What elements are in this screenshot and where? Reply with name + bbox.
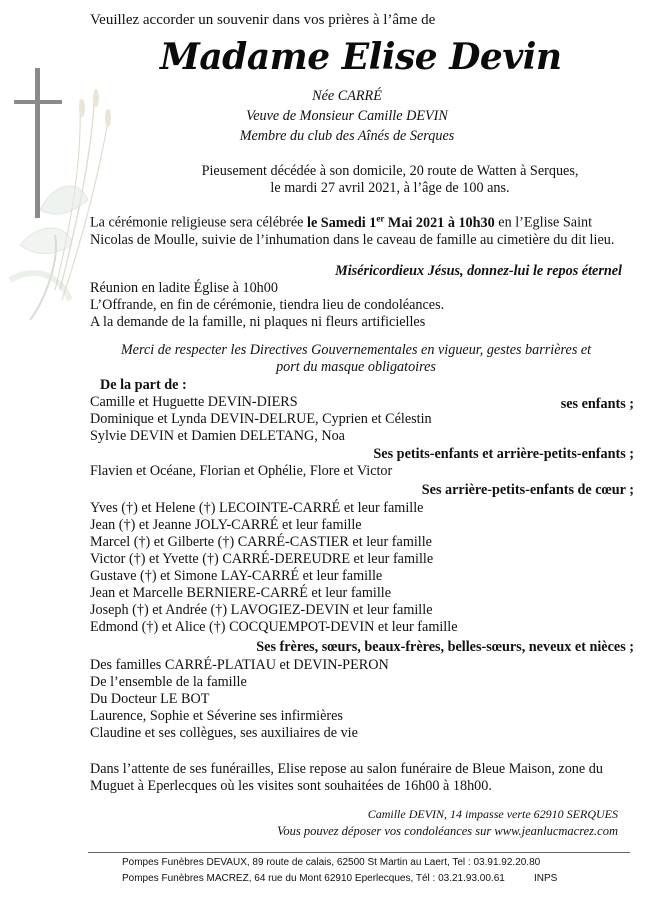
footer-divider <box>88 852 630 853</box>
directives-line-1: Merci de respecter les Directives Gouvernementales en vigueur, gestes barrières et <box>120 342 592 358</box>
petits-enfants-label: Ses petits-enfants et arrière-petits-enfants ; <box>373 446 634 462</box>
ceremonie-paragraph <box>90 210 630 249</box>
reunion-line-2: L’Offrande, en fin de cérémonie, tiendra lieu de condoléances. <box>90 297 445 313</box>
veuve-line: Veuve de Monsieur Camille DEVIN <box>246 108 448 124</box>
reunion-line-1: Réunion en ladite Église à 10h00 <box>90 280 278 296</box>
autre-line: Laurence, Sophie et Séverine ses infirmières <box>90 708 343 724</box>
frere-line: Jean (†) et Jeanne JOLY-CARRÉ et leur famille <box>90 517 362 533</box>
coeur-label: Ses arrière-petits-enfants de cœur ; <box>421 482 634 498</box>
frere-line: Joseph (†) et Andrée (†) LAVOGIEZ-DEVIN et leur famille <box>90 602 433 618</box>
footer-code: INPS <box>534 873 558 884</box>
petits-enfants-line: Flavien et Océane, Florian et Ophélie, Flore et Victor <box>90 463 393 479</box>
attente-paragraph: Dans l’attente de ses funérailles, Elise repose au salon funéraire de Bleue Maison, zone du Muguet à Eperlecques où les visites sont souhaitées de 16h00 à 18h00. <box>90 761 603 794</box>
enfant-line: Dominique et Lynda DEVIN-DELRUE, Cyprien et Célestin <box>90 411 432 427</box>
frere-line: Yves (†) et Helene (†) LECOINTE-CARRÉ et leur famille <box>90 500 424 516</box>
ceremonie-text-a: La cérémonie religieuse sera célébrée <box>90 214 308 231</box>
autre-line: Des familles CARRÉ-PLATIAU et DEVIN-PERON <box>90 657 389 673</box>
frere-line: Marcel (†) et Gilberte (†) CARRÉ-CASTIER et leur famille <box>90 534 432 550</box>
condoleances-link[interactable]: Vous pouvez déposer vos condoléances sur www.jeanlucmacrez.com <box>277 824 618 838</box>
footer-line-2: Pompes Funèbres MACREZ, 64 rue du Mont 62910 Eperlecques, Tél : 03.21.93.00.61 <box>122 873 505 884</box>
reunion-line-3: A la demande de la famille, ni plaques ni fleurs artificielles <box>90 314 426 330</box>
deces-line-2: le mardi 27 avril 2021, à l’âge de 100 ans. <box>270 180 510 196</box>
freres-label: Ses frères, sœurs, beaux-frères, belles-sœurs, neveux et nièces ; <box>256 639 634 655</box>
footer-line-1: Pompes Funèbres DEVAUX, 89 route de calais, 62500 St Martin au Laert, Tel : 03.91.92.20.80 <box>122 857 541 868</box>
enfants-label: ses enfants ; <box>560 396 634 412</box>
autre-line: De l’ensemble de la famille <box>90 674 247 690</box>
contact-address: Camille DEVIN, 14 impasse verte 62910 SERQUES <box>367 807 618 821</box>
frere-line: Victor (†) et Yvette (†) CARRÉ-DEREUDRE et leur famille <box>90 551 434 567</box>
frere-line: Edmond (†) et Alice (†) COCQUEMPOT-DEVIN et leur famille <box>90 619 458 635</box>
directives-line-2: port du masque obligatoires <box>276 359 436 375</box>
enfant-line: Camille et Huguette DEVIN-DIERS <box>90 394 298 410</box>
ceremonie-date: le Samedi 1 <box>307 214 377 231</box>
priere-line: Miséricordieux Jésus, donnez-lui le repos éternel <box>335 263 622 279</box>
autre-line: Du Docteur LE BOT <box>90 691 210 707</box>
enfant-line: Sylvie DEVIN et Damien DELETANG, Noa <box>90 428 345 444</box>
ceremonie-text-d: en l’Eglise Saint Nicolas de Moulle, suivie de l’inhumation dans le caveau de famille au cimetière du dit lieu. <box>90 214 615 248</box>
autre-line: Claudine et ses collègues, ses auxiliaires de vie <box>90 725 358 741</box>
intro-line: Veuillez accorder un souvenir dans vos prières à l’âme de <box>90 12 436 28</box>
deces-line-1: Pieusement décédée à son domicile, 20 route de Watten à Serques, <box>201 163 579 179</box>
ceremonie-date-time: Mai 2021 à 10h30 <box>384 214 495 231</box>
ceremonie-sup: er <box>376 213 385 223</box>
deceased-name: Madame Elise Devin <box>160 36 562 78</box>
frere-line: Jean et Marcelle BERNIERE-CARRÉ et leur famille <box>90 585 391 601</box>
nee-line: Née CARRÉ <box>312 88 382 104</box>
de-la-part-label: De la part de : <box>100 377 187 393</box>
frere-line: Gustave (†) et Simone LAY-CARRÉ et leur famille <box>90 568 383 584</box>
membre-line: Membre du club des Aînés de Serques <box>239 128 455 144</box>
